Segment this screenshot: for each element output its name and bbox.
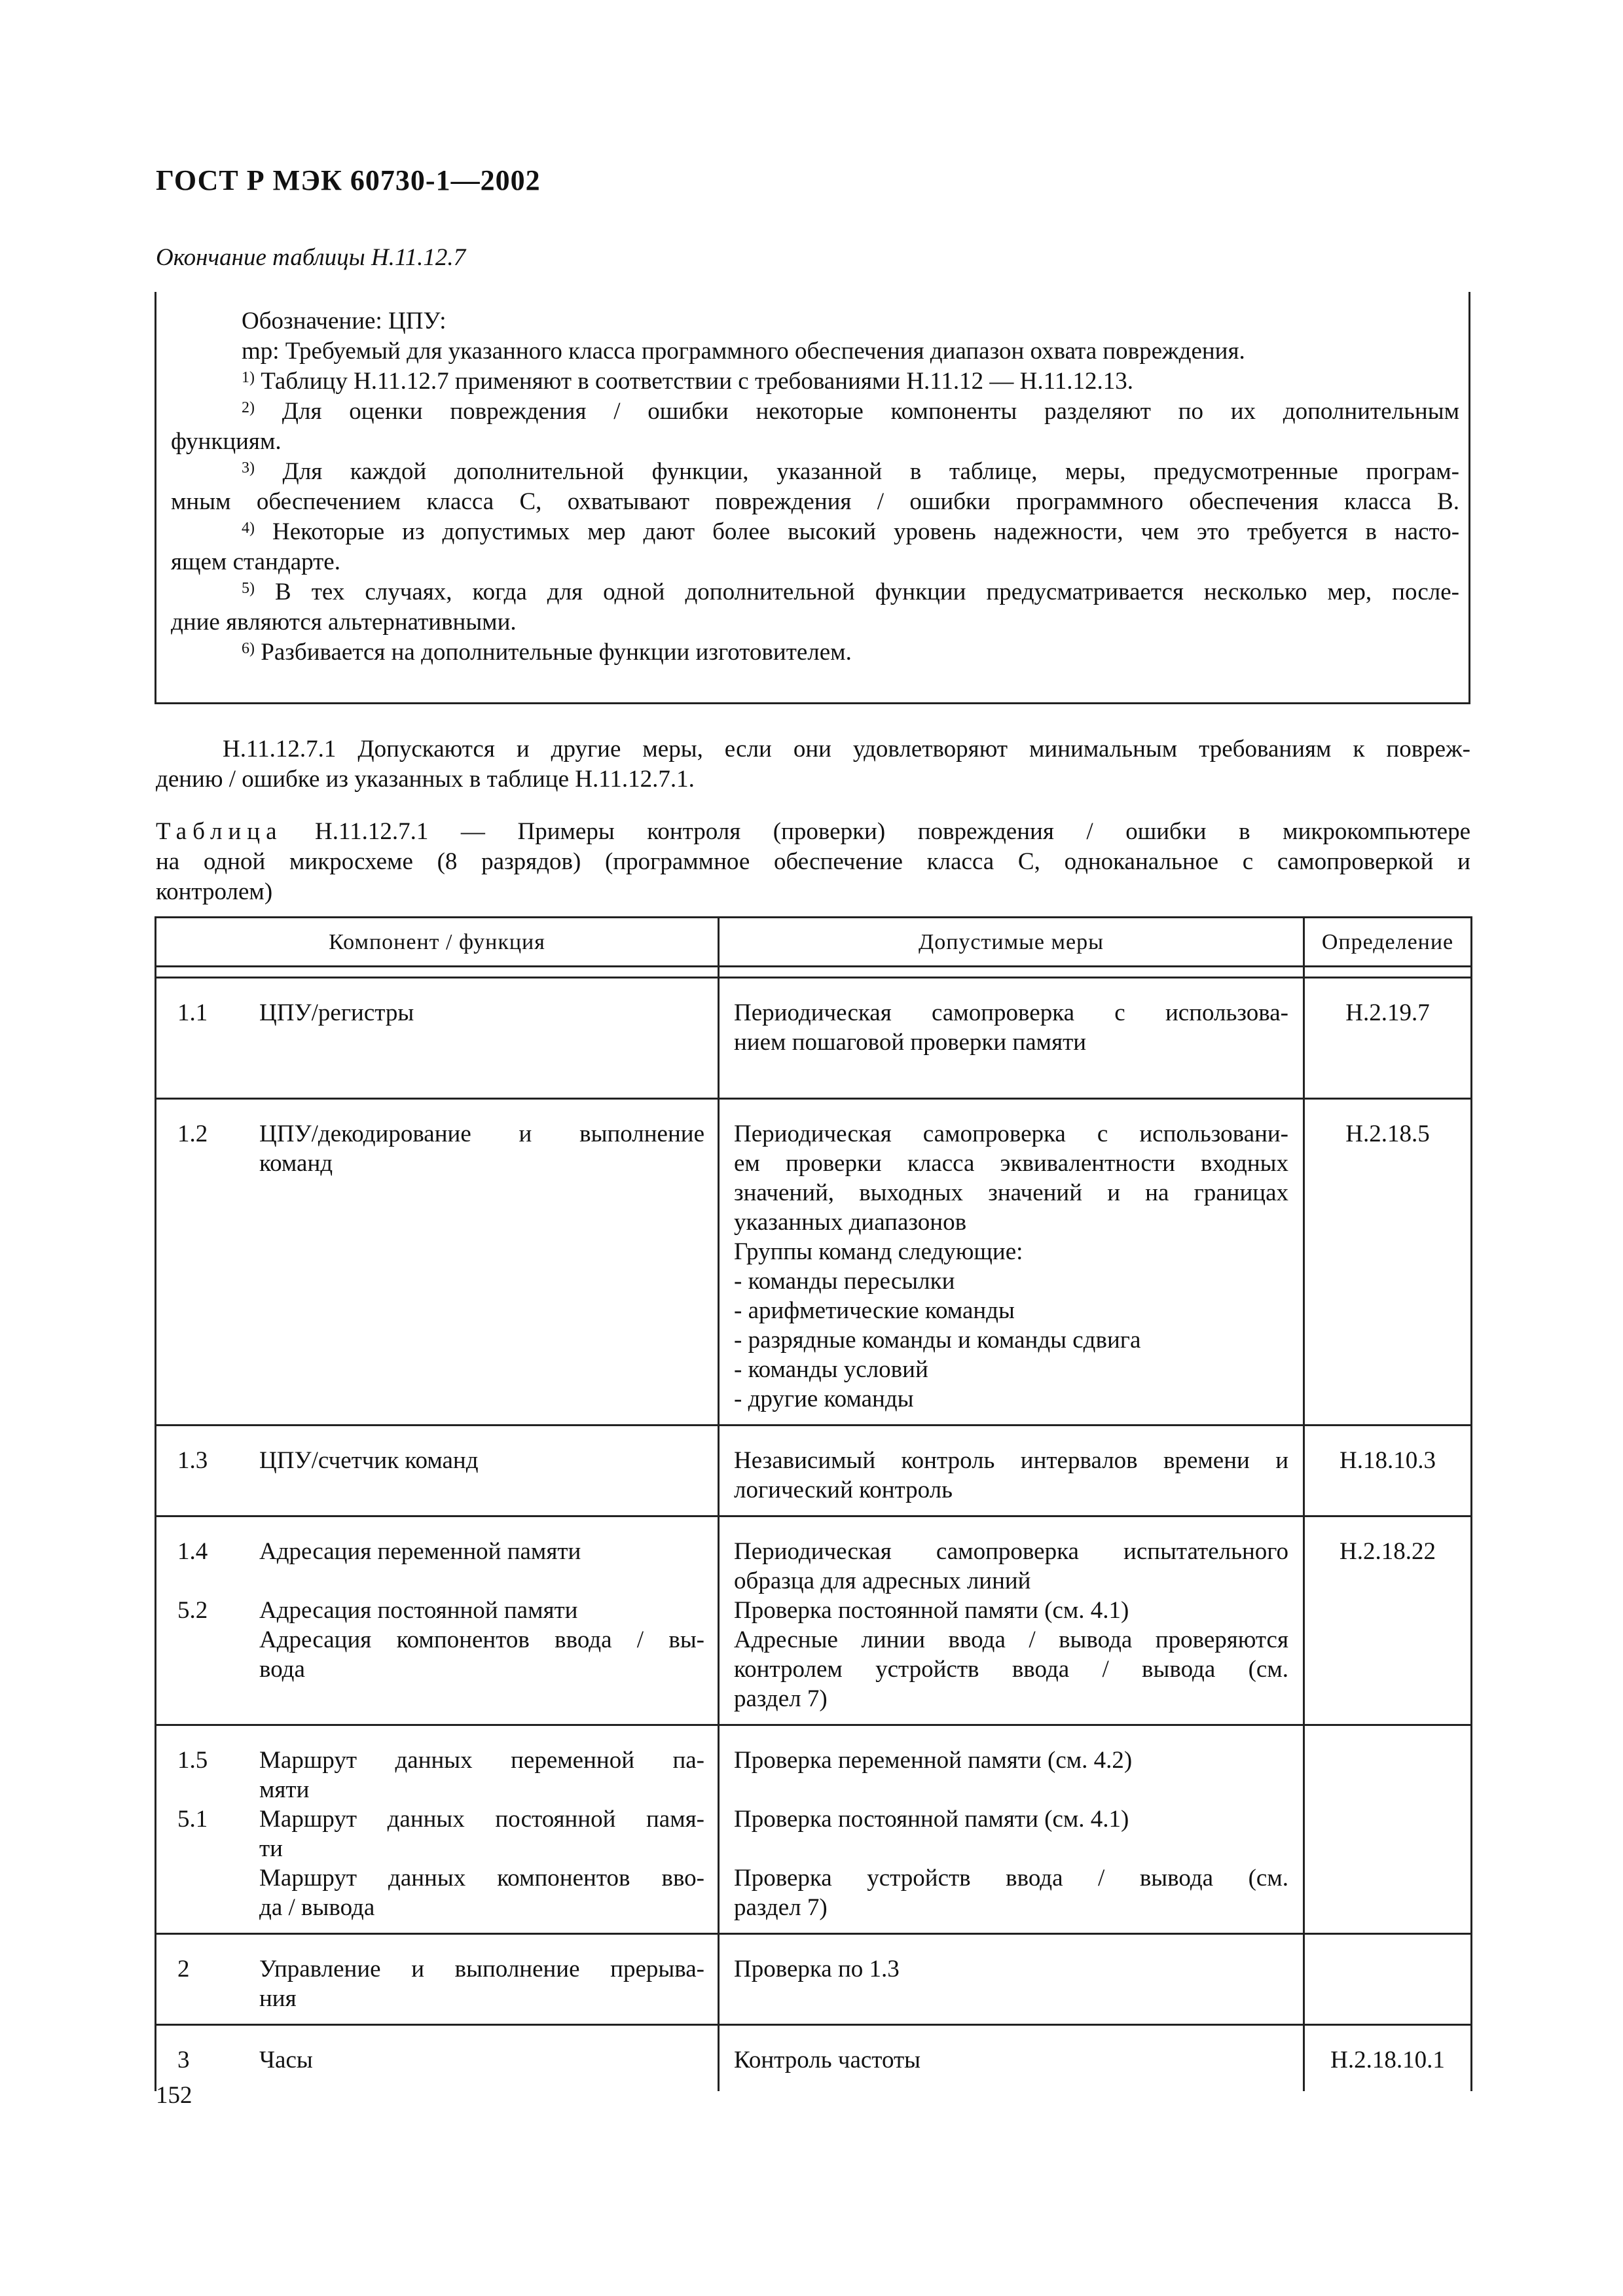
- component-text: Адресация переменной памяти: [259, 1538, 581, 1565]
- table-row: [156, 1934, 1472, 2025]
- note-designation: Обозначение: ЦПУ:: [242, 308, 447, 334]
- note-4-text-a: Некоторые из допустимых мер дают более высокий уровень надежности, чем это требуется в насто-: [272, 518, 1460, 545]
- measure-line: Проверка постоянной памяти (см. 4.1): [734, 1806, 1129, 1833]
- note-5-line1: [242, 577, 1459, 607]
- row-1-5-measures: [719, 1725, 1304, 1934]
- row-2-component: [156, 1934, 719, 2025]
- table-row: [156, 2025, 1472, 2092]
- measure-line: Периодическая самопроверка с использовани-: [734, 1121, 1288, 1147]
- measure-line: логический контроль: [734, 1477, 953, 1503]
- row-1-1-measures: [719, 978, 1304, 1099]
- measure-line: контролем устройств ввода / вывода (см.: [734, 1656, 1288, 1683]
- note-6: [242, 637, 852, 668]
- component-text: мяти: [259, 1776, 310, 1803]
- note-4-line1: [242, 517, 1459, 547]
- row-1-4-measures: [719, 1516, 1304, 1725]
- measure-line: образца для адресных линий: [734, 1568, 1031, 1594]
- component-text: Управление и выполнение прерыва-: [259, 1956, 704, 1982]
- measure-line: раздел 7): [734, 1894, 828, 1921]
- component-text: Маршрут данных переменной па-: [259, 1747, 704, 1774]
- component-text: Адресация постоянной памяти: [259, 1597, 578, 1624]
- row-3-measures: [719, 2025, 1304, 2092]
- measure-line: - команды условий: [734, 1356, 928, 1383]
- measure-line: Периодическая самопроверка с использова-: [734, 999, 1288, 1026]
- measure-line: - разрядные команды и команды сдвига: [734, 1327, 1141, 1354]
- table-header-row: [156, 918, 1472, 967]
- row-2-definition: [1304, 1934, 1472, 2025]
- row-1-1-definition: H.2.19.7: [1304, 978, 1472, 1099]
- row-number: 1.5: [177, 1747, 208, 1774]
- measure-line: - арифметические команды: [734, 1297, 1015, 1324]
- row-1-3-measures: [719, 1426, 1304, 1516]
- paragraph-h-11-12-7-1-line2: дению / ошибке из указанных в таблице H.11.12.7.1.: [156, 766, 695, 793]
- component-text: Маршрут данных компонентов вво-: [259, 1865, 704, 1892]
- measure-line: Проверка переменной памяти (см. 4.2): [734, 1747, 1133, 1774]
- measure-line: Проверка постоянной памяти (см. 4.1): [734, 1597, 1129, 1624]
- component-text: Маршрут данных постоянной памя-: [259, 1806, 704, 1833]
- note-mp: mp: Требуемый для указанного класса программного обеспечения диапазон охвата повреждения.: [242, 338, 1245, 365]
- table-caption-word: Таблица: [156, 818, 283, 845]
- component-text: вода: [259, 1656, 305, 1683]
- row-number: 3: [177, 2047, 190, 2073]
- note-5-mark: 5): [242, 580, 255, 597]
- measure-line: Периодическая самопроверка испытательного: [734, 1538, 1288, 1565]
- row-1-4-definition: H.2.18.22: [1304, 1516, 1472, 1725]
- header-component: Компонент / функция: [156, 918, 719, 967]
- row-1-3-component: [156, 1426, 719, 1516]
- note-1-mark: 1): [242, 369, 255, 386]
- row-number: 1.4: [177, 1538, 208, 1565]
- note-2-text-a: Для оценки повреждения / ошибки некоторые компоненты разделяют по их дополнительным: [282, 398, 1460, 425]
- component-text: Адресация компонентов ввода / вы-: [259, 1626, 704, 1653]
- table-caption-line1: [156, 817, 1470, 847]
- note-1-text: Таблицу H.11.12.7 применяют в соответствии с требованиями H.11.12 — H.11.12.13.: [261, 368, 1134, 395]
- note-6-text: Разбивается на дополнительные функции изготовителем.: [261, 639, 852, 666]
- component-text: ЦПУ/декодирование и выполнение: [259, 1121, 704, 1147]
- row-1-5-definition: [1304, 1725, 1472, 1934]
- note-3-text-a: Для каждой дополнительной функции, указанной в таблице, меры, предусмотренные програм-: [282, 458, 1460, 485]
- component-text: ния: [259, 1985, 297, 2012]
- note-5-text-a: В тех случаях, когда для одной дополнительной функции предусматривается несколько мер, после-: [275, 579, 1459, 605]
- note-2-mark: 2): [242, 399, 255, 416]
- table-row: [156, 1725, 1472, 1934]
- measure-line: указанных диапазонов: [734, 1209, 967, 1236]
- row-2-measures: [719, 1934, 1304, 2025]
- measure-line: - другие команды: [734, 1386, 914, 1412]
- measure-line: Независимый контроль интервалов времени и: [734, 1447, 1288, 1474]
- row-1-2-definition: H.2.18.5: [1304, 1099, 1472, 1426]
- table-caption-line3: контролем): [156, 878, 273, 905]
- component-text: да / вывода: [259, 1894, 375, 1921]
- header-measures: Допустимые меры: [719, 918, 1304, 967]
- row-1-4-component: [156, 1516, 719, 1725]
- page-number: 152: [156, 2082, 192, 2109]
- row-number: 2: [177, 1956, 190, 1982]
- table-row: [156, 1426, 1472, 1516]
- row-3-component: [156, 2025, 719, 2092]
- note-1: [242, 367, 1133, 397]
- row-1-5-component: [156, 1725, 719, 1934]
- table-caption-text-a: H.11.12.7.1 — Примеры контроля (проверки) повреждения / ошибки в микрокомпьютере: [315, 818, 1470, 845]
- row-number: 5.1: [177, 1806, 208, 1833]
- row-1-2-component: [156, 1099, 719, 1426]
- measure-line: Адресные линии ввода / вывода проверяются: [734, 1626, 1288, 1653]
- row-number: 5.2: [177, 1597, 208, 1624]
- note-4-mark: 4): [242, 520, 255, 537]
- measure-line: раздел 7): [734, 1685, 828, 1712]
- header-definition: Определение: [1304, 918, 1472, 967]
- row-3-definition: H.2.18.10.1: [1304, 2025, 1472, 2092]
- table-continuation-heading: Окончание таблицы H.11.12.7: [156, 244, 466, 271]
- note-3-line1: [242, 457, 1459, 487]
- measure-line: ем проверки класса эквивалентности входных: [734, 1150, 1288, 1177]
- document-title: ГОСТ Р МЭК 60730-1—2002: [156, 164, 541, 196]
- fault-control-table: [155, 916, 1472, 2091]
- row-number: 1.2: [177, 1121, 208, 1147]
- row-1-2-measures: [719, 1099, 1304, 1426]
- measure-line: нием пошаговой проверки памяти: [734, 1029, 1087, 1056]
- note-6-mark: 6): [242, 640, 255, 657]
- table-row: [156, 1099, 1472, 1426]
- row-1-3-definition: H.18.10.3: [1304, 1426, 1472, 1516]
- header-separator: [156, 967, 1472, 978]
- note-3-mark: 3): [242, 459, 255, 476]
- note-4-line2: ящем стандарте.: [171, 548, 340, 575]
- paragraph-h-11-12-7-1-line1: H.11.12.7.1 Допускаются и другие меры, если они удовлетворяют минимальным требованиям к повреж-: [223, 736, 1470, 762]
- note-5-line2: дние являются альтернативными.: [171, 609, 517, 636]
- component-text: ЦПУ/счетчик команд: [259, 1447, 479, 1474]
- table-row: [156, 978, 1472, 1099]
- note-2-line1: [242, 397, 1459, 427]
- note-3-line2: мным обеспечением класса С, охватывают повреждения / ошибки программного обеспечения класса В.: [171, 488, 1459, 515]
- row-number: 1.3: [177, 1447, 208, 1474]
- measure-line: Проверка по 1.3: [734, 1956, 900, 1982]
- component-text: Часы: [259, 2047, 313, 2073]
- table-notes-box: [155, 292, 1470, 704]
- measure-line: значений, выходных значений и на границах: [734, 1179, 1288, 1206]
- component-text: ЦПУ/регистры: [259, 999, 414, 1026]
- measure-line: - команды пересылки: [734, 1268, 955, 1295]
- measure-line: Контроль частоты: [734, 2047, 921, 2073]
- component-text: команд: [259, 1150, 333, 1177]
- measure-line: Проверка устройств ввода / вывода (см.: [734, 1865, 1288, 1892]
- note-2-line2: функциям.: [171, 428, 282, 455]
- component-text: ти: [259, 1835, 283, 1862]
- table-caption-line2: на одной микросхеме (8 разрядов) (программное обеспечение класса С, одноканальное с самопроверкой и: [156, 848, 1470, 875]
- row-number: 1.1: [177, 999, 208, 1026]
- row-1-1-component: [156, 978, 719, 1099]
- table-row: [156, 1516, 1472, 1725]
- measure-line: Группы команд следующие:: [734, 1238, 1023, 1265]
